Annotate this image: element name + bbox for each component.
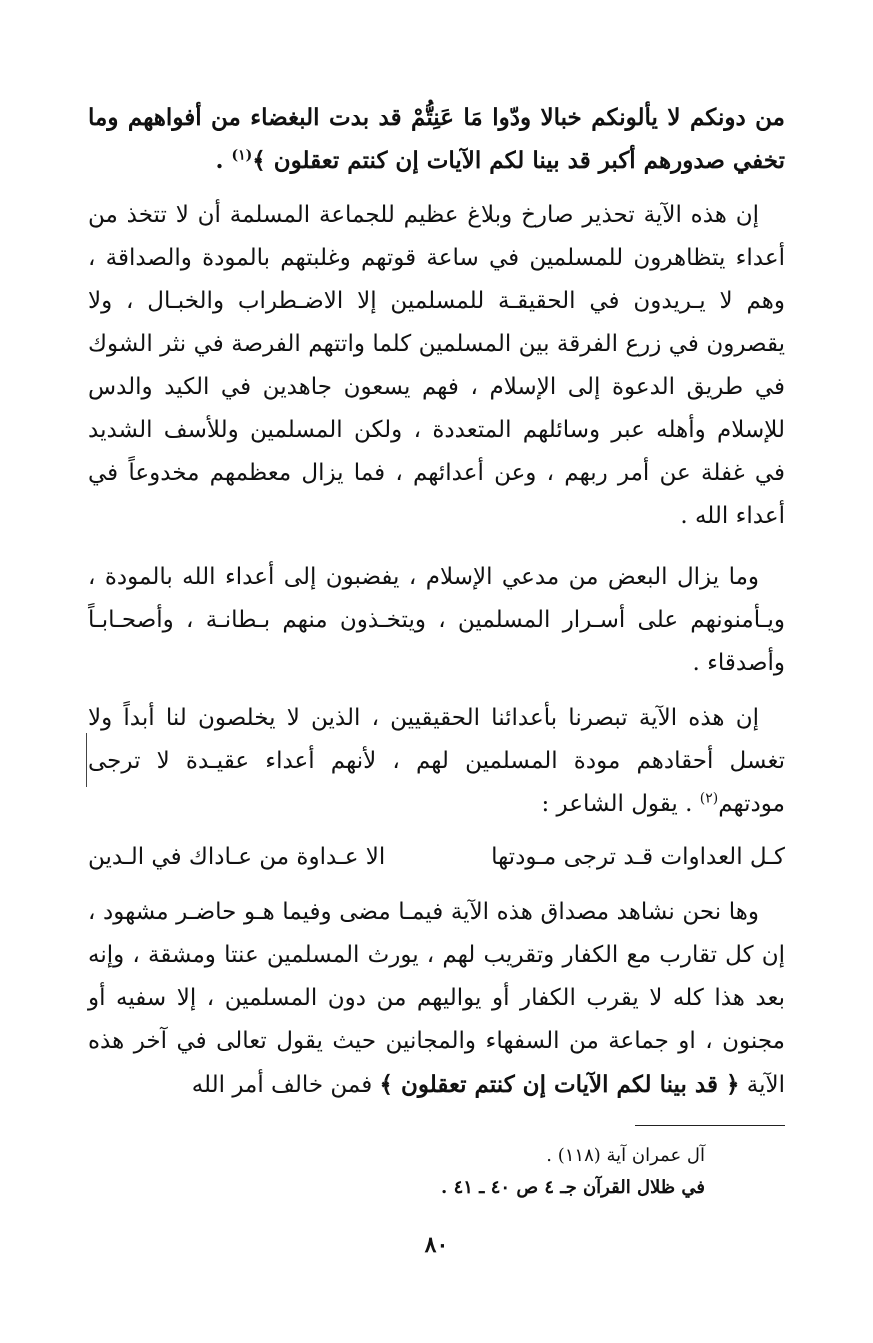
- footnote-ref-2: (٢): [699, 790, 719, 807]
- footnote-1: آل عمران آية (١١٨) .: [546, 1145, 705, 1166]
- poetry-verse: [88, 836, 785, 879]
- page-body: [88, 96, 785, 1204]
- paragraph-1-text: من دونكم لا يألونكم خبالا ودّوا مَا عَنِتُّمْ قد بدت البغضاء من أفواههم وما تخفي صدورهم أكبر قد بينا لكم الآيات إن كنتم تعقلون ﴾: [88, 104, 785, 174]
- verse-second-hemistich: الا عـداوة من عـاداك في الـدين: [88, 844, 386, 870]
- margin-mark: [86, 733, 87, 787]
- paragraph-5-tail: فمن خالف أمر الله: [191, 1072, 380, 1098]
- footnote-ref-1: (١): [231, 147, 253, 164]
- paragraph-2: [88, 194, 785, 538]
- paragraph-1-tail: .: [215, 147, 232, 174]
- footnote-2: في ظلال القرآن جـ ٤ ص ٤٠ ـ ٤١ .: [441, 1177, 705, 1198]
- paragraph-3: [88, 556, 785, 685]
- paragraph-2-text: إن هذه الآية تحذير صارخ وبلاغ عظيم للجماعة المسلمة أن لا تتخذ من أعداء يتظاهرون للمسلمين في ساعة قوتهم وغلبتهم بالمودة والصداقة ، وهم لا يـريدون في الحقيقـة للمسلمين إلا الاضـطراب والخبـال ، ولا يقصرون في زرع الفرقة بين المسلمين كلما واتتهم الفرصة في نثر الشوك في طريق الدعوة إلى الإسلام ، فهم يسعون جاهدين في الكيد والدس للإسلام وأهله عبر وسائلهم المتعددة ، ولكن المسلمين وللأسف الشديد في غفلة عن أمر ربهم ، وعن أعدائهم ، فما يزال معظمهم مخدوعاً في أعداء الله .: [88, 202, 785, 529]
- verse-first-hemistich: كـل العداوات قـد ترجى مـودتها: [491, 844, 785, 870]
- footnote-separator: [635, 1125, 785, 1126]
- paragraph-4: [88, 697, 785, 826]
- quran-quote: ﴿ قد بينا لكم الآيات إن كنتم تعقلون ﴾: [379, 1071, 740, 1098]
- paragraph-verse-continuation: [88, 96, 785, 182]
- footnotes: [88, 1140, 785, 1204]
- paragraph-4-tail: . يقول الشاعر :: [541, 791, 700, 817]
- paragraph-3-text: وما يزال البعض من مدعي الإسلام ، يفضبون إلى أعداء الله بالمودة ، ويـأمنونهم على أسـرار المسلمين ، ويتخـذون منهم بـطانـة ، وأصحـابـاً وأصدقاء .: [88, 564, 785, 676]
- paragraph-4-text: إن هذه الآية تبصرنا بأعدائنا الحقيقيين ، الذين لا يخلصون لنا أبداً ولا تغسل أحقادهم مودة المسلمين لهم ، لأنهم أعداء عقيـدة لا ترجى مودتهم: [88, 705, 785, 817]
- page-number: ٨٠: [424, 1232, 449, 1258]
- paragraph-5-text: وها نحن نشاهد مصداق هذه الآية فيمـا مضى وفيما هـو حاضـر مشهود ، إن كل تقارب مع الكفار وتقريب لهم ، يورث المسلمين عنتا ومشقة ، وإنه بعد هذا كله لا يقرب الكفار أو يواليهم من دون المسلمين ، إلا سفيه أو مجنون ، او جماعة من السفهاء والمجانين حيث يقول تعالى في آخر هذه الآية: [88, 899, 785, 1098]
- paragraph-5: [88, 891, 785, 1107]
